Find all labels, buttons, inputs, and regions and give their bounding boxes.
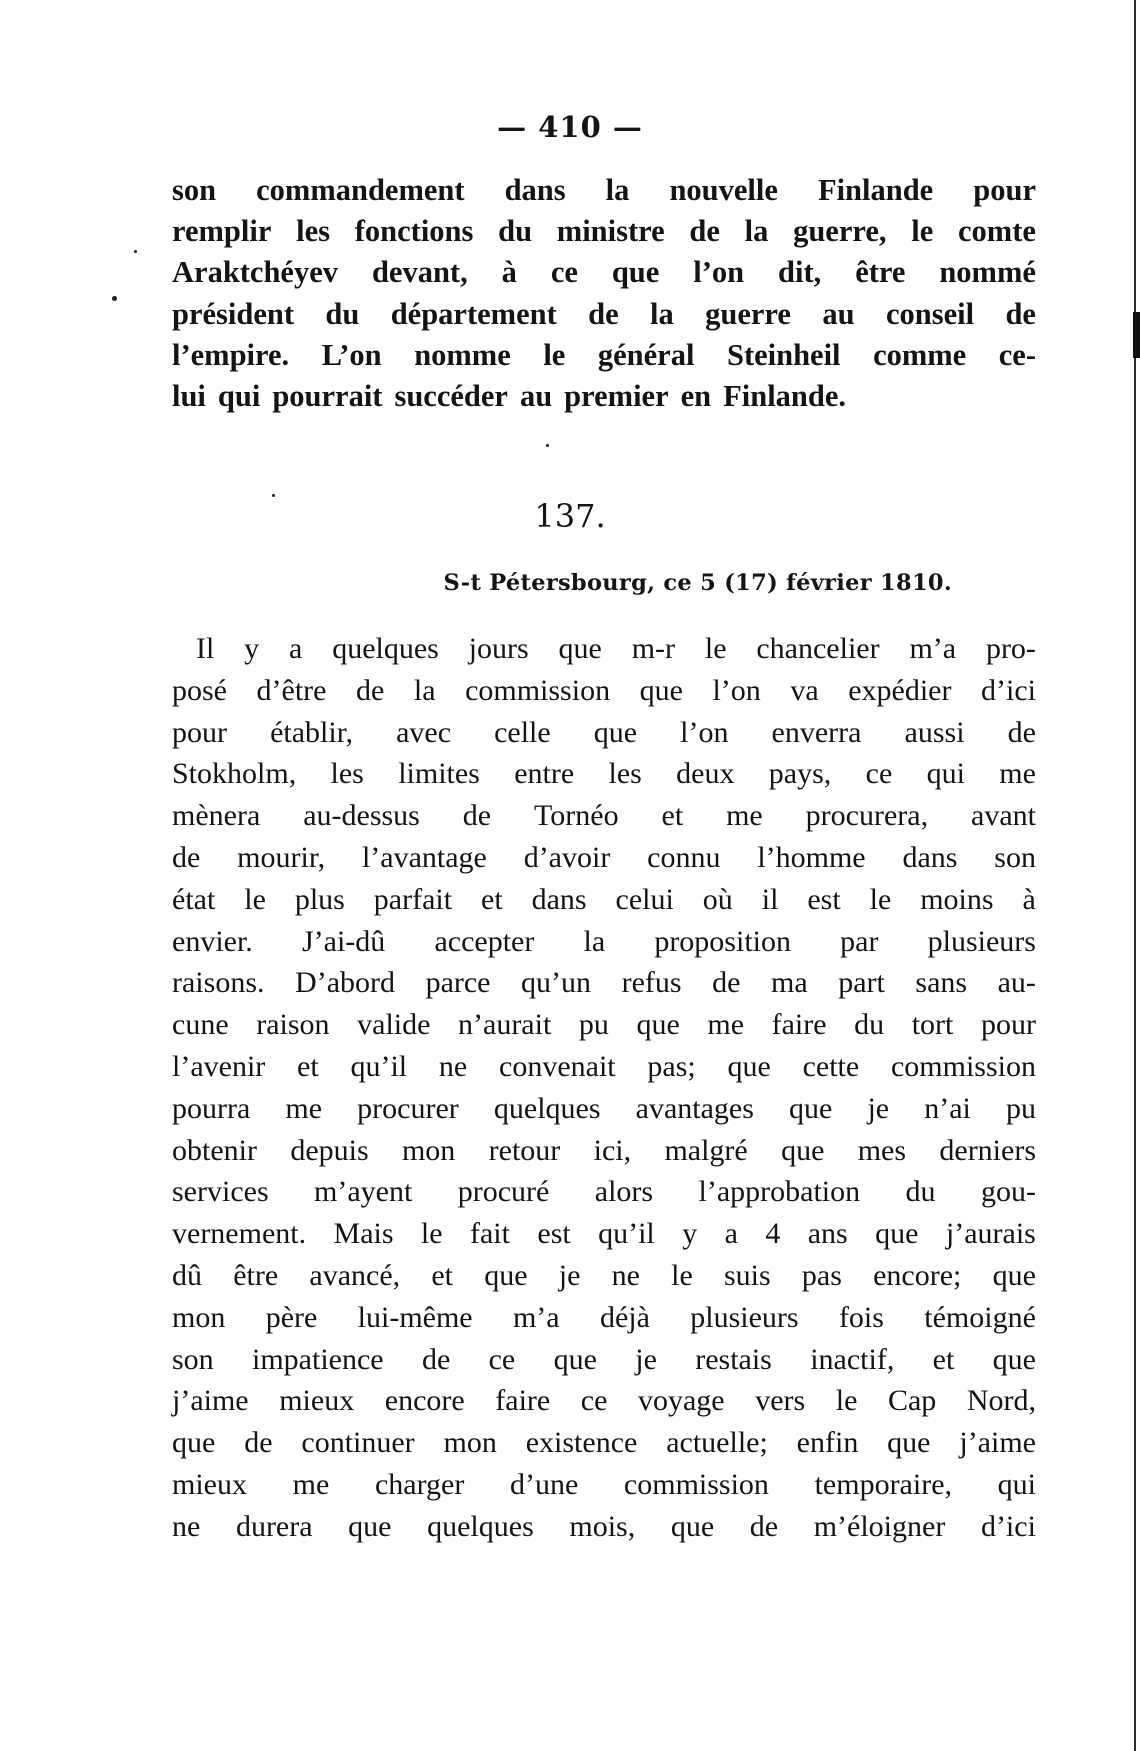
ink-speck bbox=[134, 250, 137, 253]
text-line: pour établir, avec celle que l’on enverra aussi de bbox=[172, 715, 1036, 749]
page-number: — 410 — bbox=[497, 110, 643, 144]
text-line: que de continuer mon existence actuelle; enfin que j’aime bbox=[172, 1426, 1036, 1460]
text-line: président du département de la guerre au conseil de bbox=[172, 296, 1036, 331]
text-line: ne durera que quelques mois, que de m’éloigner d’ici bbox=[172, 1509, 1036, 1543]
continued-paragraph bbox=[172, 170, 1036, 417]
text-line: posé d’être de la commission que l’on va expédier d’ici bbox=[172, 673, 1036, 707]
page-edge-line bbox=[1134, 0, 1136, 1751]
text-line: dû être avancé, et que je ne le suis pas encore; que bbox=[172, 1258, 1036, 1292]
text-line: vernement. Mais le fait est qu’il y a 4 ans que j’aurais bbox=[172, 1217, 1036, 1251]
letter-body-paragraph bbox=[172, 628, 1036, 1548]
text-line: envier. J’ai-dû accepter la proposition par plusieurs bbox=[172, 924, 1036, 958]
ink-speck bbox=[112, 296, 117, 301]
text-line: j’aime mieux encore faire ce voyage vers le Cap Nord, bbox=[172, 1384, 1036, 1418]
text-line: services m’ayent procuré alors l’approbation du gou- bbox=[172, 1175, 1036, 1209]
text-line: Araktchéyev devant, à ce que l’on dit, être nommé bbox=[172, 255, 1036, 290]
text-line: lui qui pourrait succéder au premier en Finlande. bbox=[172, 378, 847, 413]
text-line: l’empire. L’on nomme le général Steinheil comme ce- bbox=[172, 337, 1036, 372]
page-edge-mark bbox=[1133, 312, 1140, 358]
letter-number: 137. bbox=[534, 497, 606, 535]
text-line: cune raison valide n’aurait pu que me faire du tort pour bbox=[172, 1008, 1036, 1042]
letter-dateline: S-t Pétersbourg, ce 5 (17) février 1810. bbox=[443, 570, 952, 596]
text-line: mon père lui-même m’a déjà plusieurs fois témoigné bbox=[172, 1300, 1036, 1334]
ink-speck bbox=[546, 444, 549, 447]
text-line: son impatience de ce que je restais inactif, et que bbox=[172, 1342, 1036, 1376]
text-line: son commandement dans la nouvelle Finlande pour bbox=[172, 173, 1036, 207]
text-line: l’avenir et qu’il ne convenait pas; que cette commission bbox=[172, 1049, 1036, 1083]
text-line: pourra me procurer quelques avantages que je n’ai pu bbox=[172, 1091, 1036, 1125]
text-line: état le plus parfait et dans celui où il est le moins à bbox=[172, 882, 1036, 916]
text-line: Stokholm, les limites entre les deux pays, ce qui me bbox=[172, 757, 1036, 791]
text-line: de mourir, l’avantage d’avoir connu l’homme dans son bbox=[172, 840, 1036, 874]
text-line: mieux me charger d’une commission temporaire, qui bbox=[172, 1467, 1036, 1501]
text-line: obtenir depuis mon retour ici, malgré que mes derniers bbox=[172, 1133, 1036, 1167]
text-line: remplir les fonctions du ministre de la guerre, le comte bbox=[172, 214, 1036, 249]
text-line: raisons. D’abord parce qu’un refus de ma part sans au- bbox=[172, 966, 1036, 1000]
text-line: Il y a quelques jours que m-r le chancelier m’a pro- bbox=[196, 632, 1036, 665]
text-line: mènera au-dessus de Tornéo et me procurera, avant bbox=[172, 799, 1036, 833]
